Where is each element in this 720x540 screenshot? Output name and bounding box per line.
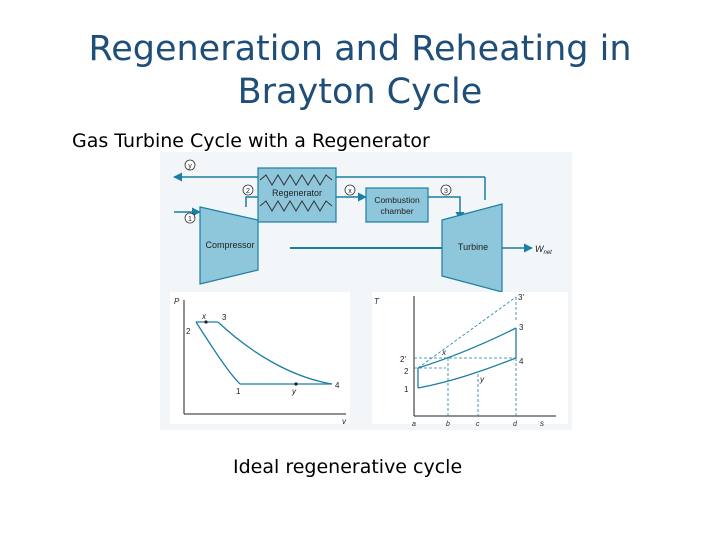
- pv-xlabel: v: [342, 417, 346, 426]
- compressor-label: Compressor: [205, 240, 255, 250]
- ts-diagram: [372, 292, 568, 428]
- state-2-label: 2: [246, 188, 250, 195]
- ts-label-c: c: [476, 421, 480, 428]
- work-out-subscript: net: [543, 250, 552, 256]
- state-1-label: 1: [188, 216, 192, 223]
- ts-label-3: 3: [519, 323, 524, 332]
- combustion-label-line1: Combustion: [374, 195, 420, 205]
- ts-label-1: 1: [404, 385, 409, 394]
- ts-ylabel: T: [374, 297, 379, 306]
- title-line-2: Brayton Cycle: [237, 72, 483, 112]
- pv-diagram: [170, 292, 350, 426]
- state-marker-y: [185, 160, 195, 170]
- ts-xlabel: s: [540, 419, 544, 428]
- state-marker-2: [243, 185, 253, 195]
- state-marker-1: [185, 213, 195, 223]
- pv-label-3: 3: [222, 313, 227, 322]
- ts-label-2p: 2': [400, 355, 406, 364]
- ts-label-b: b: [446, 421, 450, 428]
- turbine-label: Turbine: [457, 242, 489, 252]
- combustion-label-line2: chamber: [380, 206, 414, 216]
- pv-label-4: 4: [335, 381, 340, 390]
- ts-label-x: x: [442, 348, 446, 357]
- pv-point-y: [294, 382, 297, 385]
- regenerator-label: Regenerator: [271, 188, 323, 198]
- pv-ylabel: P: [174, 297, 180, 306]
- ts-label-a: a: [412, 421, 416, 428]
- combustion-chamber-box: [366, 188, 428, 222]
- state-marker-3: [441, 185, 451, 195]
- slide-title: [0, 28, 720, 114]
- state-3-label: 3: [444, 188, 448, 195]
- figure-svg: [160, 152, 572, 430]
- ts-label-2: 2: [404, 367, 409, 376]
- ts-label-4: 4: [519, 357, 524, 366]
- ts-label-y: y: [480, 375, 484, 384]
- pv-label-x: x: [202, 312, 206, 321]
- ts-label-d: d: [513, 421, 517, 428]
- pv-panel: [170, 292, 350, 424]
- state-marker-x: [345, 185, 355, 195]
- pv-label-2: 2: [186, 327, 191, 336]
- ts-label-3p: 3': [518, 293, 524, 302]
- state-x-label: x: [348, 188, 352, 195]
- title-line-1: Regeneration and Reheating in: [88, 29, 632, 69]
- slide-subtitle: Gas Turbine Cycle with a Regenerator: [72, 130, 430, 152]
- pv-label-1: 1: [236, 387, 241, 396]
- pv-label-y: y: [292, 387, 296, 396]
- work-out-symbol: W: [535, 244, 544, 254]
- state-y-label: y: [188, 163, 192, 170]
- regenerative-cycle-figure: [160, 152, 572, 430]
- figure-caption: Ideal regenerative cycle: [233, 456, 463, 478]
